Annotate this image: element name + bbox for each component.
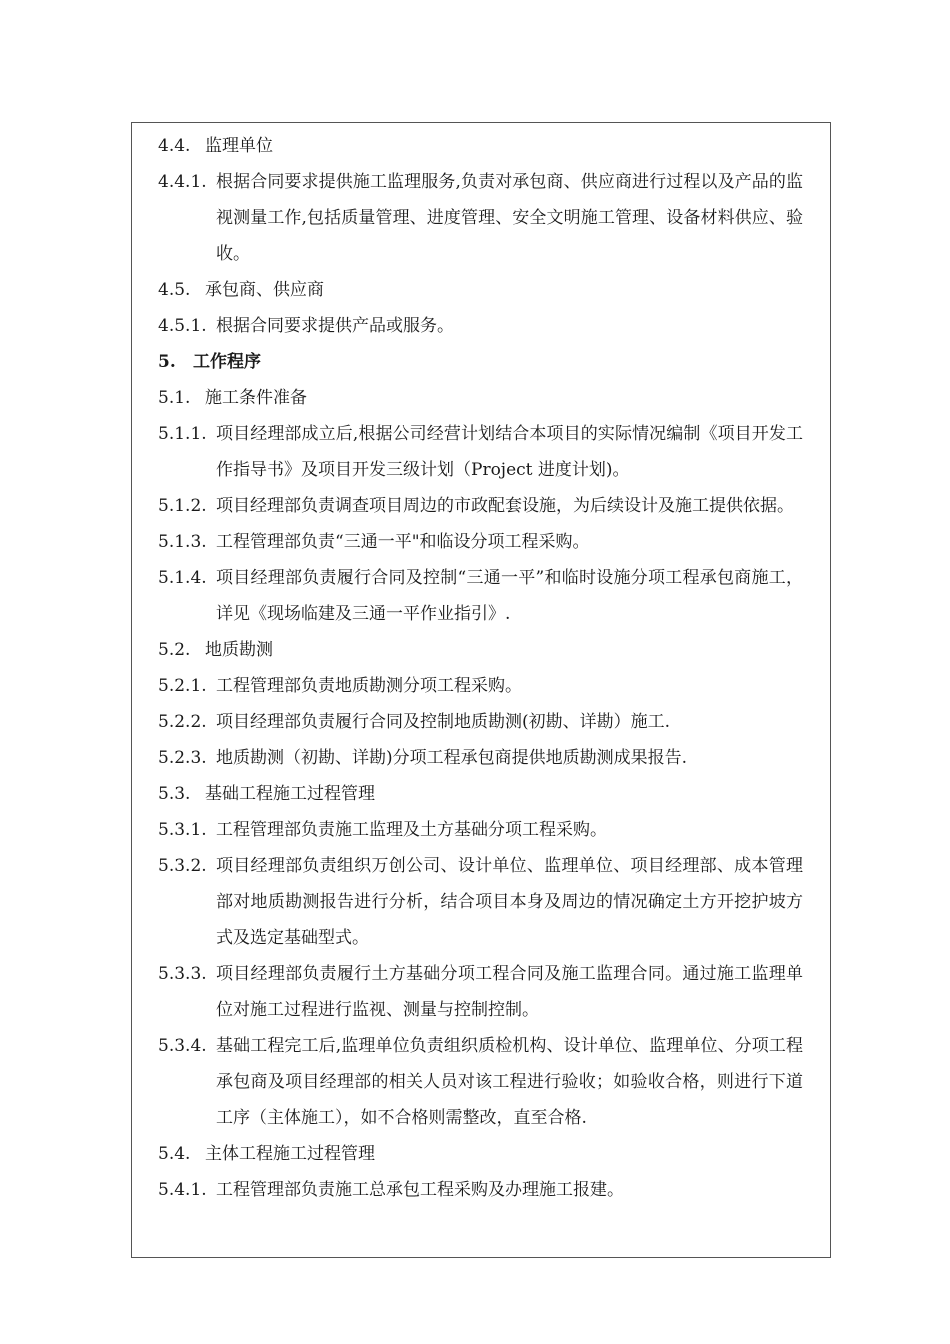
item-text: 基础工程施工过程管理 [205, 784, 375, 804]
item-text: 主体工程施工过程管理 [205, 1144, 375, 1164]
item-number: 4.5.1. [158, 316, 207, 336]
item-number: 5.4. [158, 1144, 191, 1164]
item-number: 4.4. [158, 136, 191, 156]
item-number: 5.1.1. [158, 424, 207, 444]
clause-item [158, 416, 803, 488]
subsection-heading [158, 128, 803, 164]
item-text: 承包商、供应商 [205, 280, 324, 300]
item-number: 5.3.2. [158, 856, 207, 876]
item-number: 5.3.4. [158, 1036, 207, 1056]
item-number: 5.1.2. [158, 496, 207, 516]
item-number: 5. [158, 352, 176, 372]
clause-item [158, 308, 803, 344]
item-number: 5.1. [158, 388, 191, 408]
item-text: 项目经理部负责调查项目周边的市政配套设施，为后续设计及施工提供依据。 [216, 496, 794, 516]
clause-item [158, 560, 803, 632]
subsection-heading [158, 776, 803, 812]
subsection-heading [158, 632, 803, 668]
subsection-heading [158, 380, 803, 416]
item-number: 5.2.2. [158, 712, 207, 732]
item-text: 监理单位 [205, 136, 273, 156]
item-text: 工程管理部负责地质勘测分项工程采购。 [216, 676, 522, 696]
item-number: 4.5. [158, 280, 191, 300]
clause-item [158, 164, 803, 272]
item-number: 5.2.3. [158, 748, 207, 768]
item-text: 工程管理部负责施工总承包工程采购及办理施工报建。 [216, 1180, 624, 1200]
item-number: 5.4.1. [158, 1180, 207, 1200]
item-text: 工程管理部负责施工监理及土方基础分项工程采购。 [216, 820, 607, 840]
clause-item [158, 1028, 803, 1136]
item-number: 5.3.3. [158, 964, 207, 984]
item-text: 根据合同要求提供施工监理服务,负责对承包商、供应商进行过程以及产品的监视测量工作,包括质量管理、进度管理、安全文明施工管理、设备材料供应、验收。 [216, 172, 803, 264]
item-text: 项目经理部负责履行土方基础分项工程合同及施工监理合同。通过施工监理单位对施工过程进行监视、测量与控制控制。 [216, 964, 803, 1020]
subsection-heading [158, 272, 803, 308]
clause-item [158, 524, 803, 560]
document-body [158, 128, 803, 1208]
item-number: 5.2.1. [158, 676, 207, 696]
clause-item [158, 704, 803, 740]
item-number: 5.3. [158, 784, 191, 804]
item-text: 工作程序 [193, 352, 261, 372]
item-number: 5.1.3. [158, 532, 207, 552]
item-text: 施工条件准备 [205, 388, 307, 408]
item-text: 地质勘测 [205, 640, 273, 660]
item-number: 5.1.4. [158, 568, 207, 588]
item-number: 4.4.1. [158, 172, 207, 192]
clause-item [158, 848, 803, 956]
item-number: 5.3.1. [158, 820, 207, 840]
item-text: 项目经理部负责履行合同及控制地质勘测(初勘、详勘）施工. [216, 712, 671, 732]
item-text: 基础工程完工后,监理单位负责组织质检机构、设计单位、监理单位、分项工程承包商及项目经理部的相关人员对该工程进行验收；如验收合格，则进行下道工序（主体施工），如不合格则需整改，直至合格. [216, 1036, 803, 1128]
item-text: 地质勘测（初勘、详勘)分项工程承包商提供地质勘测成果报告. [216, 748, 688, 768]
clause-item [158, 956, 803, 1028]
item-text: 根据合同要求提供产品或服务。 [216, 316, 454, 336]
clause-item [158, 740, 803, 776]
item-text: 工程管理部负责“三通一平"和临设分项工程采购。 [216, 532, 590, 552]
clause-item [158, 668, 803, 704]
item-number: 5.2. [158, 640, 191, 660]
section-heading [158, 344, 803, 380]
clause-item [158, 488, 803, 524]
clause-item [158, 812, 803, 848]
item-text: 项目经理部负责履行合同及控制“三通一平”和临时设施分项工程承包商施工，详见《现场临建及三通一平作业指引》. [216, 568, 803, 624]
subsection-heading [158, 1136, 803, 1172]
clause-item [158, 1172, 803, 1208]
item-text: 项目经理部负责组织万创公司、设计单位、监理单位、项目经理部、成本管理部对地质勘测报告进行分析，结合项目本身及周边的情况确定土方开挖护坡方式及选定基础型式。 [216, 856, 803, 948]
item-text: 项目经理部成立后,根据公司经营计划结合本项目的实际情况编制《项目开发工作指导书》及项目开发三级计划（Project 进度计划)。 [216, 424, 803, 480]
